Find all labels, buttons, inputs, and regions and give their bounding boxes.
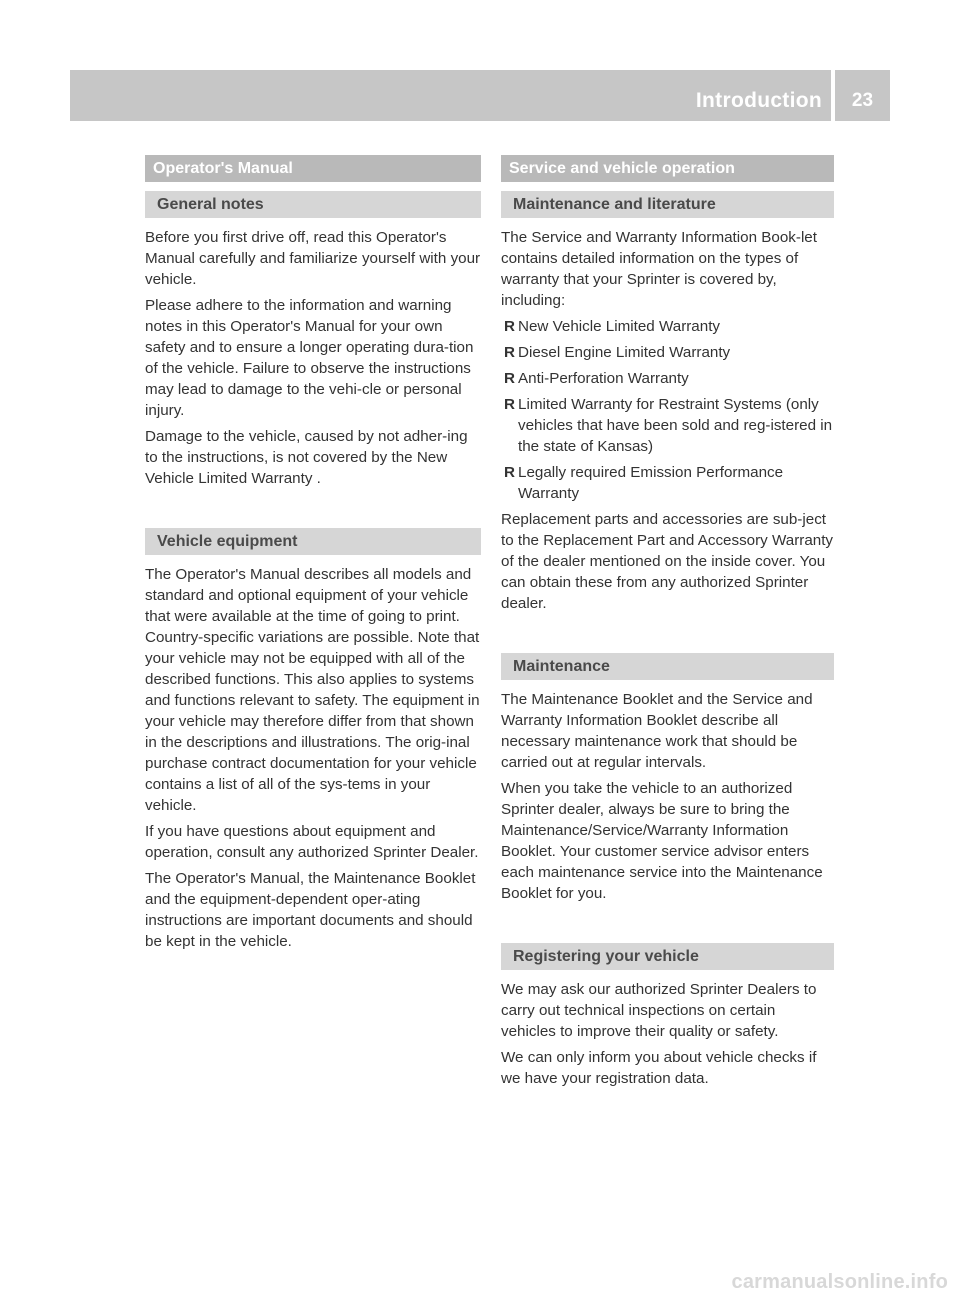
list-item: R Anti-Perforation Warranty xyxy=(504,370,689,387)
paragraph: When you take the vehicle to an authorized Sprinter dealer, always be sure to bring the Maintenance/Service/Warranty Information Booklet. Your customer service advisor enters each maintenance service into the Maintenance Booklet for you. xyxy=(501,780,823,902)
subsection-title-general-notes: General notes xyxy=(145,191,481,218)
list-item: R Diesel Engine Limited Warranty xyxy=(504,344,731,361)
page-header xyxy=(70,70,890,121)
paragraph: The Operator's Manual describes all models and standard and optional equipment of your vehicle that were available at the time of going to print. Country-specific variations are possible. Note that your vehicle may not be equipped with all of the described functions. This also applies to systems and functions relevant to safety. The equipment in your vehicle may therefore differ from that shown in the descriptions and illustrations. The orig-inal purchase contract documentation for your vehicle contains a list of all of the sys-tems in your vehicle. xyxy=(145,566,480,814)
bullet-glyph: R xyxy=(504,464,515,481)
bullet-glyph: R xyxy=(504,370,515,387)
paragraph: We may ask our authorized Sprinter Dealers to carry out technical inspections on certain vehicles to improve their quality or safety. xyxy=(501,981,817,1040)
list-item: R New Vehicle Limited Warranty xyxy=(504,318,721,335)
paragraph: Damage to the vehicle, caused by not adher-ing to the instructions, is not covered by the New Vehicle Limited Warranty . xyxy=(145,428,468,487)
subsection-title-maintenance-literature: Maintenance and literature xyxy=(501,191,834,218)
right-column xyxy=(501,155,834,1094)
left-column xyxy=(145,155,481,957)
warranty-list xyxy=(501,316,834,504)
bullet-glyph: R xyxy=(504,318,515,335)
list-item: R Limited Warranty for Restraint Systems (only vehicles that have been sold and reg-istered in the state of Kansas) xyxy=(504,396,833,455)
page-number: 23 xyxy=(851,90,874,111)
paragraph: We can only inform you about vehicle checks if we have your registration data. xyxy=(501,1049,817,1087)
bullet-glyph: R xyxy=(504,396,515,413)
subsection-title-vehicle-equipment: Vehicle equipment xyxy=(145,528,481,555)
paragraph: If you have questions about equipment and operation, consult any authorized Sprinter Dealer. xyxy=(145,823,479,861)
section-title-service: Service and vehicle operation xyxy=(501,155,834,182)
subsection-title-maintenance: Maintenance xyxy=(501,653,834,680)
paragraph: Replacement parts and accessories are sub-ject to the Replacement Part and Accessory Warranty of the dealer mentioned on the inside cover. You can obtain these from any authorized Sprinter dealer. xyxy=(501,511,834,612)
subsection-title-registering: Registering your vehicle xyxy=(501,943,834,970)
watermark-text: carmanualsonline.info xyxy=(731,1271,948,1293)
section-title-operators-manual: Operator's Manual xyxy=(145,155,481,182)
list-item: R Legally required Emission Performance Warranty xyxy=(504,464,784,502)
bullet-glyph: R xyxy=(504,344,515,361)
chapter-title: Introduction xyxy=(695,89,822,112)
paragraph: The Maintenance Booklet and the Service and Warranty Information Booklet describe all necessary maintenance work that should be carried out at regular intervals. xyxy=(501,691,813,771)
paragraph: The Service and Warranty Information Book-let contains detailed information on the types of warranty that your Sprinter is covered by, including: xyxy=(501,229,817,309)
paragraph: The Operator's Manual, the Maintenance Booklet and the equipment-dependent oper-ating instructions are important documents and should be kept in the vehicle. xyxy=(145,870,476,950)
paragraph: Before you first drive off, read this Operator's Manual carefully and familiarize yourself with your vehicle. xyxy=(145,229,481,288)
paragraph: Please adhere to the information and warning notes in this Operator's Manual for your own safety and to ensure a longer operating dura-tion of the vehicle. Failure to observe the instructions may lead to damage to the vehi-cle or personal injury. xyxy=(145,297,474,419)
